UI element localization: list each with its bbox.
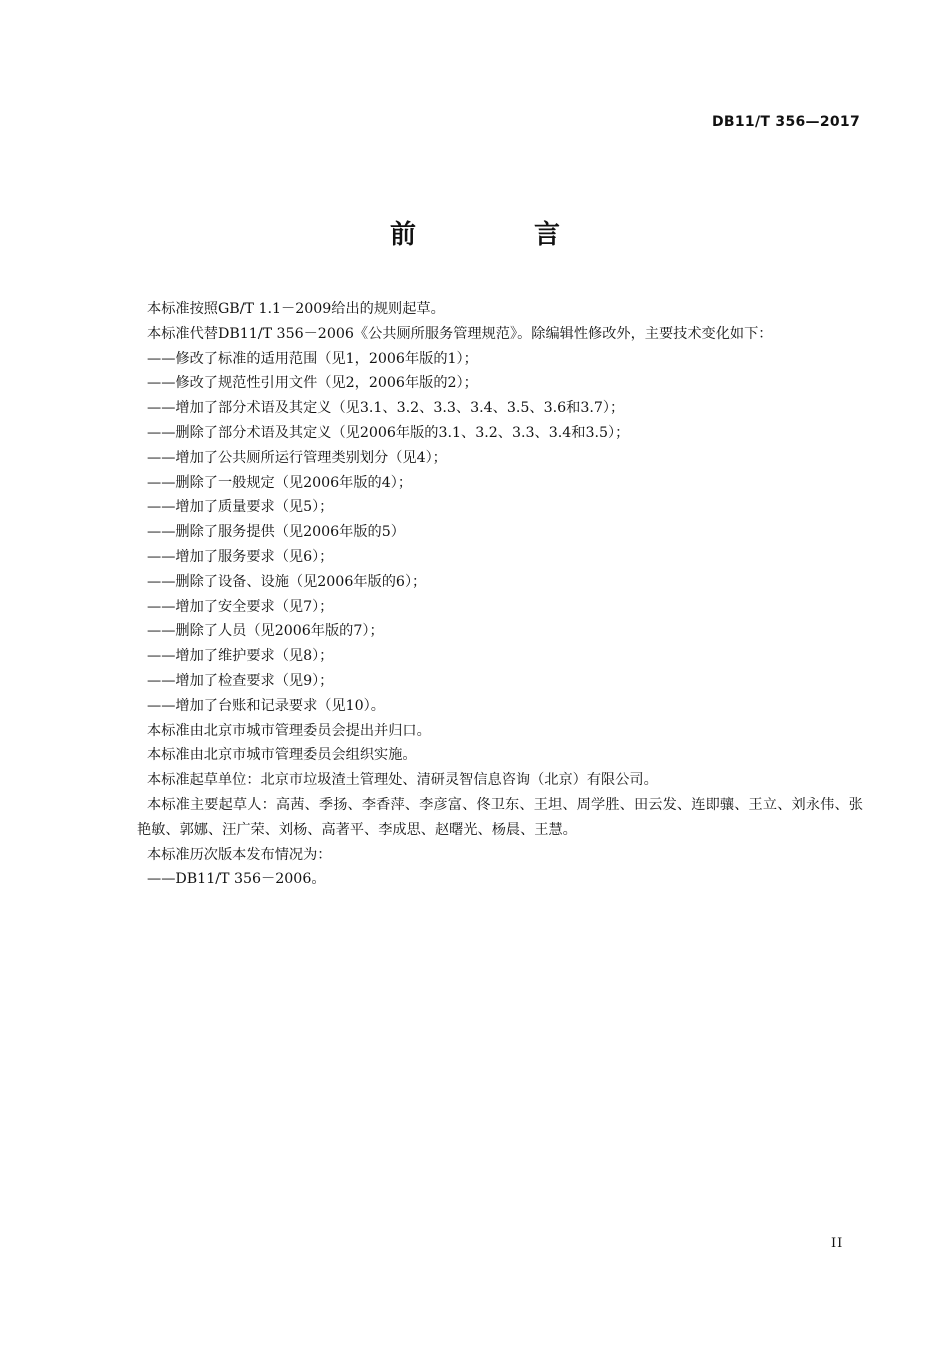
change-item: ——增加了检查要求（见9）； [147,672,334,689]
page-title: 前 言 [389,220,606,250]
change-item: ——增加了台账和记录要求（见10）。 [147,697,385,714]
change-item: ——增加了安全要求（见7）； [147,598,334,615]
paragraph-proposer: 本标准由北京市城市管理委员会提出并归口。 [147,722,431,739]
change-item: ——删除了服务提供（见2006年版的5） [147,524,405,541]
change-item: ——修改了标准的适用范围（见1，2006年版的1）； [147,350,478,367]
change-item: ——增加了维护要求（见8）； [147,648,334,665]
version-history-item: ——DB11/T 356－2006。 [147,871,326,888]
paragraph-drafting-units: 本标准起草单位：北京市垃圾渣土管理处、清研灵智信息咨询（北京）有限公司。 [147,772,658,789]
change-item: ——删除了一般规定（见2006年版的4）； [147,474,413,491]
paragraph-implementer: 本标准由北京市城市管理委员会组织实施。 [147,747,417,764]
page-number: II [831,1236,844,1251]
change-item: ——增加了公共厕所运行管理类别划分（见4）； [147,449,447,466]
change-item: ——删除了人员（见2006年版的7）； [147,623,384,640]
change-item: ——删除了部分术语及其定义（见2006年版的3.1、3.2、3.3、3.4和3.5）； [147,424,630,441]
change-item: ——增加了质量要求（见5）； [147,499,334,516]
foreword-body [137,297,863,892]
change-item: ——删除了设备、设施（见2006年版的6）； [147,573,427,590]
paragraph-drafting-rules: 本标准按照GB/T 1.1－2009给出的规则起草。 [147,301,445,317]
paragraph-version-history: 本标准历次版本发布情况为： [147,846,332,863]
paragraph-drafters: 本标准主要起草人：高茜、季扬、李香萍、李彦富、佟卫东、王坦、周学胜、田云发、连即骧、王立、刘永伟、张艳敏、郭娜、汪广荣、刘杨、高著平、李成思、赵曙光、杨晨、王慧。 [137,796,863,838]
document-code: DB11/T 356—2017 [712,114,860,130]
change-item: ——增加了部分术语及其定义（见3.1、3.2、3.3、3.4、3.5、3.6和3.7）； [147,400,625,417]
change-item: ——增加了服务要求（见6）； [147,548,334,565]
change-item: ——修改了规范性引用文件（见2，2006年版的2）； [147,375,478,392]
paragraph-replacement: 本标准代替DB11/T 356－2006《公共厕所服务管理规范》。除编辑性修改外，主要技术变化如下： [147,325,773,342]
